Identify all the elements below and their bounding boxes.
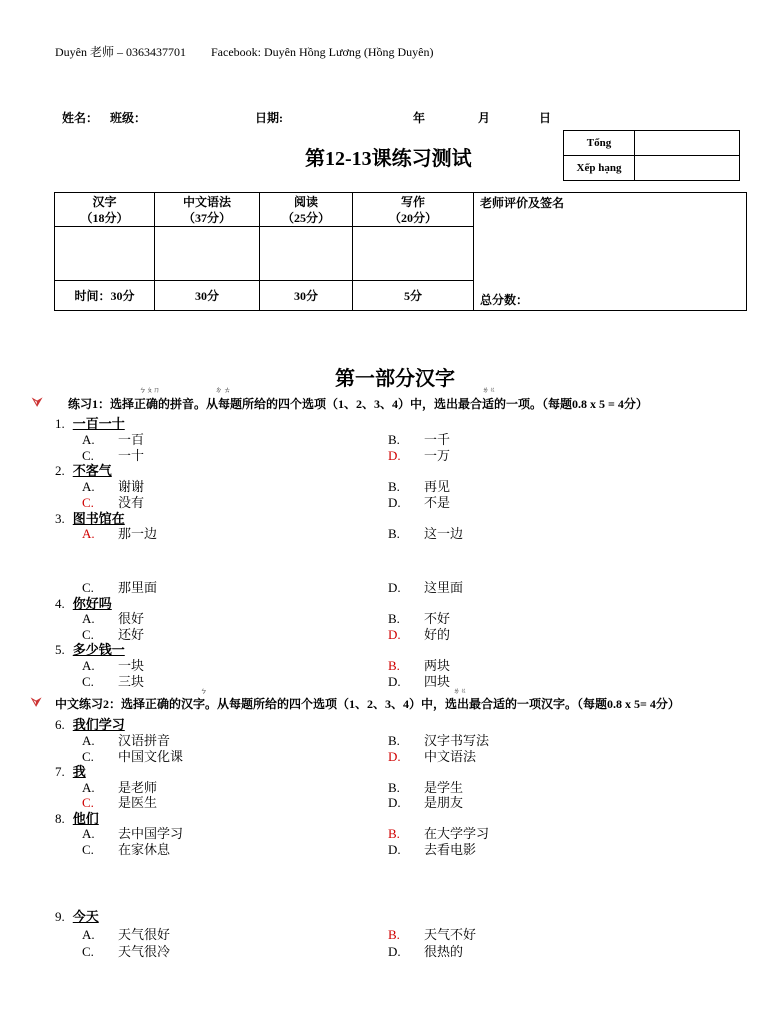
date-field-label: 日期: bbox=[255, 111, 283, 125]
option-key: D. bbox=[388, 627, 401, 642]
option-key: A. bbox=[82, 780, 95, 795]
rank-value bbox=[635, 156, 740, 181]
rank-label: Xếp hạng bbox=[564, 156, 635, 181]
score-col-hanzi bbox=[55, 193, 155, 227]
question-word: 一百一十 bbox=[72, 416, 125, 431]
option-key: D. bbox=[388, 448, 401, 463]
score-col-sub: （37分） bbox=[182, 210, 231, 225]
name-field-label: 姓名： bbox=[62, 111, 99, 125]
answer-option[interactable] bbox=[388, 445, 450, 464]
question-number: 8. bbox=[55, 811, 65, 826]
option-text: 汉语拼音 bbox=[118, 733, 171, 748]
option-key: B. bbox=[388, 611, 400, 626]
option-text: 两块 bbox=[424, 658, 451, 673]
day-label: 日 bbox=[539, 111, 552, 125]
option-key: C. bbox=[82, 944, 94, 959]
answer-option[interactable] bbox=[82, 941, 170, 960]
option-text: 去中国学习 bbox=[118, 826, 184, 841]
option-text: 去看电影 bbox=[424, 842, 477, 857]
score-col-grammar bbox=[155, 193, 260, 227]
part2-instruction-text: 中文练习2：选择正确的汉字。从每题所给的四个选项（1、2、3、4）中，选出最合适的一项汉字。（每题0.8 x 5= 4分） bbox=[55, 697, 680, 711]
option-text: 三块 bbox=[118, 674, 145, 689]
question-word: 我们学习 bbox=[72, 717, 125, 732]
option-text: 中文语法 bbox=[424, 749, 477, 764]
answer-option[interactable] bbox=[82, 839, 170, 858]
option-text: 好的 bbox=[424, 627, 451, 642]
option-key: C. bbox=[82, 627, 94, 642]
rank-box bbox=[563, 130, 740, 181]
author-contact: Duyên 老师 – 0363437701 bbox=[55, 45, 186, 59]
option-text: 再见 bbox=[424, 479, 451, 494]
option-key: A. bbox=[82, 479, 95, 494]
option-key: B. bbox=[388, 432, 400, 447]
answer-option[interactable] bbox=[388, 839, 476, 858]
option-text: 在家休息 bbox=[118, 842, 171, 857]
score-col-sub: （20分） bbox=[388, 210, 437, 225]
option-text: 那一边 bbox=[118, 526, 158, 541]
score-table bbox=[54, 192, 747, 311]
facebook-contact: Facebook: Duyên Hồng Lương (Hồng Duyên) bbox=[211, 45, 434, 59]
score-cell bbox=[155, 227, 260, 281]
option-key: D. bbox=[388, 944, 401, 959]
option-text: 是学生 bbox=[424, 780, 464, 795]
score-col-writing bbox=[353, 193, 474, 227]
total-label: Tổng bbox=[564, 131, 635, 156]
option-text: 这里面 bbox=[424, 580, 464, 595]
month-label: 月 bbox=[478, 111, 491, 125]
option-key: C. bbox=[82, 795, 94, 810]
answer-option[interactable] bbox=[82, 523, 157, 542]
score-col-title: 阅读 bbox=[293, 194, 318, 209]
time-cell: 时间：30分 bbox=[55, 281, 155, 311]
option-key: A. bbox=[82, 526, 95, 541]
answer-option[interactable] bbox=[388, 492, 450, 511]
option-key: C. bbox=[82, 580, 94, 595]
option-key: C. bbox=[82, 495, 94, 510]
part2-instruction bbox=[31, 695, 680, 712]
option-key: D. bbox=[388, 580, 401, 595]
answer-option[interactable] bbox=[388, 624, 450, 643]
option-key: A. bbox=[82, 733, 95, 748]
question-word: 不客气 bbox=[72, 463, 112, 478]
score-cell bbox=[353, 227, 474, 281]
time-cell: 30分 bbox=[155, 281, 260, 311]
score-col-sub: （18分） bbox=[80, 210, 129, 225]
question-number: 4. bbox=[55, 596, 65, 611]
ruby-annotation: ㄌㄍ bbox=[453, 687, 467, 695]
answer-option[interactable] bbox=[388, 792, 463, 811]
option-text: 四块 bbox=[424, 674, 451, 689]
score-col-reading bbox=[260, 193, 353, 227]
ruby-annotation: ㄌㄍ bbox=[482, 386, 496, 394]
option-key: A. bbox=[82, 927, 95, 942]
option-text: 这一边 bbox=[424, 526, 464, 541]
answer-option[interactable] bbox=[82, 746, 183, 765]
question-word: 我 bbox=[72, 764, 86, 779]
option-text: 是医生 bbox=[118, 795, 158, 810]
score-cell bbox=[55, 227, 155, 281]
time-cell: 30分 bbox=[260, 281, 353, 311]
question-item bbox=[55, 906, 99, 925]
year-label: 年 bbox=[413, 111, 426, 125]
option-text: 不好 bbox=[424, 611, 451, 626]
option-text: 一百 bbox=[118, 432, 145, 447]
option-text: 天气很好 bbox=[118, 927, 171, 942]
answer-option[interactable] bbox=[388, 746, 476, 765]
score-col-sub: （25分） bbox=[281, 210, 330, 225]
option-key: A. bbox=[82, 432, 95, 447]
question-number: 9. bbox=[55, 909, 65, 924]
option-text: 是老师 bbox=[118, 780, 158, 795]
option-text: 天气很冷 bbox=[118, 944, 171, 959]
total-score-label: 总分数： bbox=[480, 293, 529, 307]
option-key: B. bbox=[388, 826, 400, 841]
answer-option[interactable] bbox=[388, 577, 463, 596]
ruby-annotation: ㄅㄆㄇ bbox=[139, 386, 160, 394]
question-number: 3. bbox=[55, 511, 65, 526]
option-key: B. bbox=[388, 479, 400, 494]
class-field-label: 班级： bbox=[110, 111, 147, 125]
answer-option[interactable] bbox=[82, 671, 144, 690]
option-key: A. bbox=[82, 658, 95, 673]
answer-option[interactable] bbox=[388, 941, 463, 960]
exam-title: 第12-13课练习测试 bbox=[305, 148, 472, 170]
option-text: 不是 bbox=[424, 495, 451, 510]
arrow-bullet-icon: ⮛ bbox=[32, 395, 43, 409]
section-title: 第一部分汉字 bbox=[335, 368, 455, 390]
option-key: C. bbox=[82, 749, 94, 764]
question-number: 2. bbox=[55, 463, 65, 478]
score-cell bbox=[260, 227, 353, 281]
option-key: A. bbox=[82, 611, 95, 626]
option-key: B. bbox=[388, 526, 400, 541]
option-key: D. bbox=[388, 674, 401, 689]
part1-instruction bbox=[32, 395, 648, 412]
option-key: D. bbox=[388, 795, 401, 810]
option-key: A. bbox=[82, 826, 95, 841]
option-text: 是朋友 bbox=[424, 795, 464, 810]
option-key: D. bbox=[388, 749, 401, 764]
option-key: B. bbox=[388, 927, 400, 942]
option-key: C. bbox=[82, 674, 94, 689]
option-text: 一千 bbox=[424, 432, 451, 447]
ruby-annotation: ㄅ bbox=[200, 687, 207, 695]
question-number: 5. bbox=[55, 642, 65, 657]
option-key: C. bbox=[82, 448, 94, 463]
option-text: 很热的 bbox=[424, 944, 464, 959]
option-key: D. bbox=[388, 842, 401, 857]
option-text: 汉字书写法 bbox=[424, 733, 490, 748]
answer-option[interactable] bbox=[388, 671, 450, 690]
part1-instruction-text: 练习1：选择正确的拼音。从每题所给的四个选项（1、2、3、4）中，选出最合适的一项。（每题0.8 x 5 = 4分） bbox=[68, 397, 648, 411]
teacher-comment-label: 老师评价及签名 bbox=[480, 196, 565, 210]
question-number: 6. bbox=[55, 717, 65, 732]
teacher-comment-box bbox=[474, 193, 747, 311]
score-col-title: 中文语法 bbox=[182, 194, 231, 209]
option-key: B. bbox=[388, 780, 400, 795]
total-value bbox=[635, 131, 740, 156]
option-text: 天气不好 bbox=[424, 927, 477, 942]
question-word: 你好吗 bbox=[72, 596, 112, 611]
option-text: 那里面 bbox=[118, 580, 158, 595]
question-number: 1. bbox=[55, 416, 65, 431]
option-key: C. bbox=[82, 842, 94, 857]
option-key: B. bbox=[388, 733, 400, 748]
question-number: 7. bbox=[55, 764, 65, 779]
question-word: 他们 bbox=[72, 811, 99, 826]
option-text: 中国文化课 bbox=[118, 749, 184, 764]
option-text: 还好 bbox=[118, 627, 145, 642]
option-text: 一块 bbox=[118, 658, 145, 673]
score-col-title: 写作 bbox=[400, 194, 425, 209]
answer-option[interactable] bbox=[388, 523, 463, 542]
option-text: 没有 bbox=[118, 495, 145, 510]
ruby-annotation: ㄉ ㄊ bbox=[215, 386, 231, 394]
option-text: 谢谢 bbox=[118, 479, 145, 494]
question-word: 今天 bbox=[72, 909, 99, 924]
option-text: 在大学学习 bbox=[424, 826, 490, 841]
score-col-title: 汉字 bbox=[92, 194, 117, 209]
question-word: 图书馆在 bbox=[72, 511, 125, 526]
option-text: 很好 bbox=[118, 611, 145, 626]
option-text: 一万 bbox=[424, 448, 451, 463]
arrow-bullet-icon: ⮛ bbox=[31, 695, 42, 709]
option-key: B. bbox=[388, 658, 400, 673]
option-key: D. bbox=[388, 495, 401, 510]
document-header bbox=[55, 43, 433, 60]
time-cell: 5分 bbox=[353, 281, 474, 311]
option-text: 一十 bbox=[118, 448, 145, 463]
question-word: 多少钱一 bbox=[72, 642, 125, 657]
